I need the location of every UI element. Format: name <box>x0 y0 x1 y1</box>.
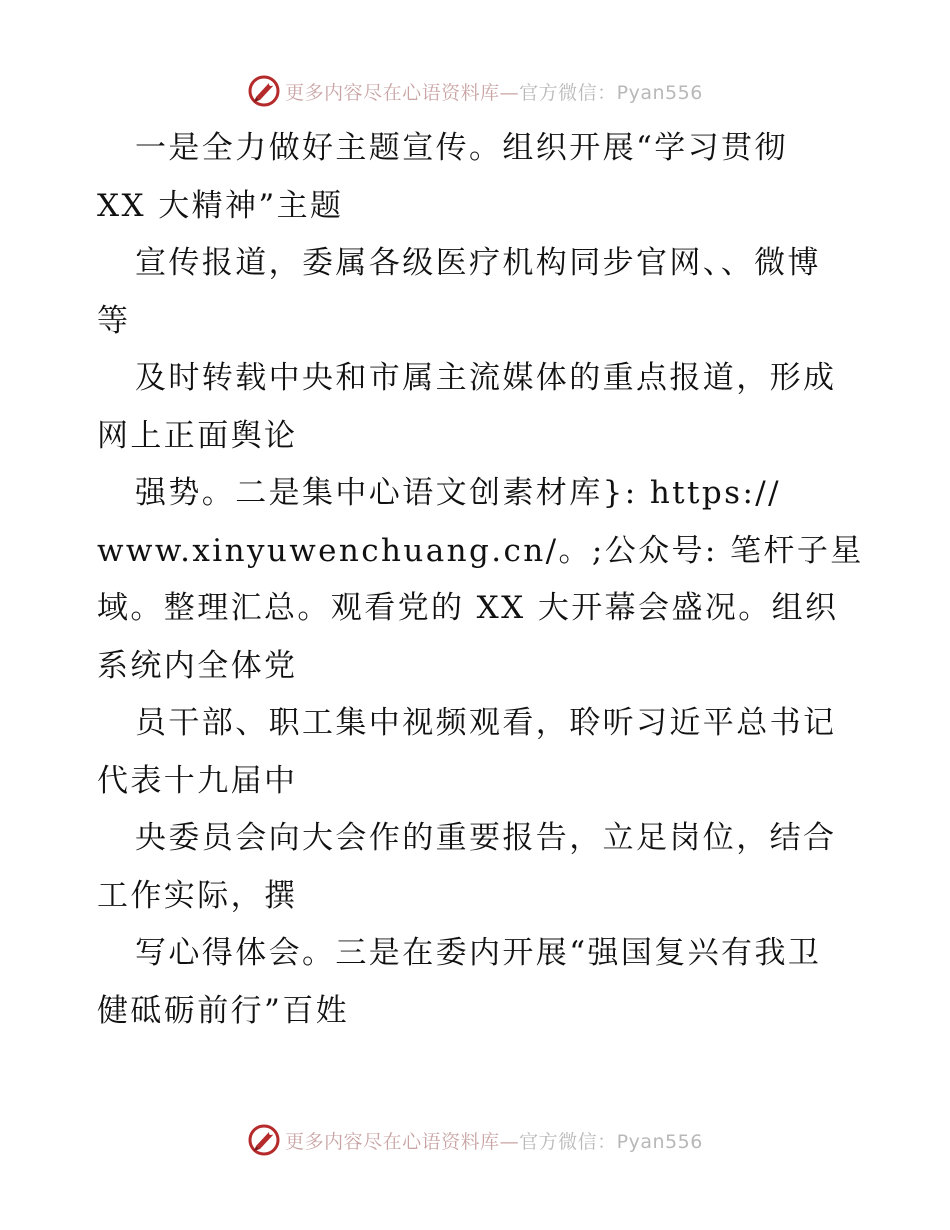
text-line: 系统内全体党 <box>97 647 298 684</box>
header-banner-text: 更多内容尽在心语资料库—官方微信：Pyan556 <box>285 81 703 104</box>
text-line: 员干部、职工集中视频观看，聆听习近平总书记 <box>135 705 837 741</box>
footer-banner-text: 更多内容尽在心语资料库—官方微信：Pyan556 <box>285 1130 703 1153</box>
header-banner <box>0 71 950 111</box>
text-line: 及时转载中央和市属主流媒体的重点报道，形成 <box>135 360 837 396</box>
footer-banner <box>0 1120 950 1160</box>
text-line: 等 <box>97 302 131 339</box>
text-line: 宣传报道，委属各级医疗机构同步官网、、微博 <box>135 245 821 281</box>
text-line: 网上正面舆论 <box>97 417 298 454</box>
text-line: 央委员会向大会作的重要报告，立足岗位，结合 <box>135 820 837 856</box>
text-line: 工作实际，撰 <box>97 877 298 914</box>
text-line: 一是全力做好主题宣传。组织开展“学习贯彻 <box>135 130 788 166</box>
text-line: www.xinyuwenchuang.cn/。;公众号: 笔杆子星 <box>97 532 864 569</box>
header-wechat-text: 官方微信：Pyan556 <box>519 81 703 104</box>
footer-wechat-text: 官方微信：Pyan556 <box>519 1130 703 1153</box>
text-line: XX 大精神”主题 <box>97 187 344 224</box>
text-line: 写心得体会。三是在委内开展“强国复兴有我卫 <box>135 935 822 971</box>
text-line: 域。整理汇总。观看党的 XX 大开幕会盛况。组织 <box>97 590 839 626</box>
text-line: 强势。二是集中心语文创素材库}: https:// <box>135 475 781 511</box>
document-body <box>97 120 864 1040</box>
brush-logo-icon <box>247 74 281 108</box>
text-line: 健砥砺前行”百姓 <box>97 992 350 1029</box>
text-line: 代表十九届中 <box>97 762 298 799</box>
brush-logo-icon <box>247 1123 281 1157</box>
